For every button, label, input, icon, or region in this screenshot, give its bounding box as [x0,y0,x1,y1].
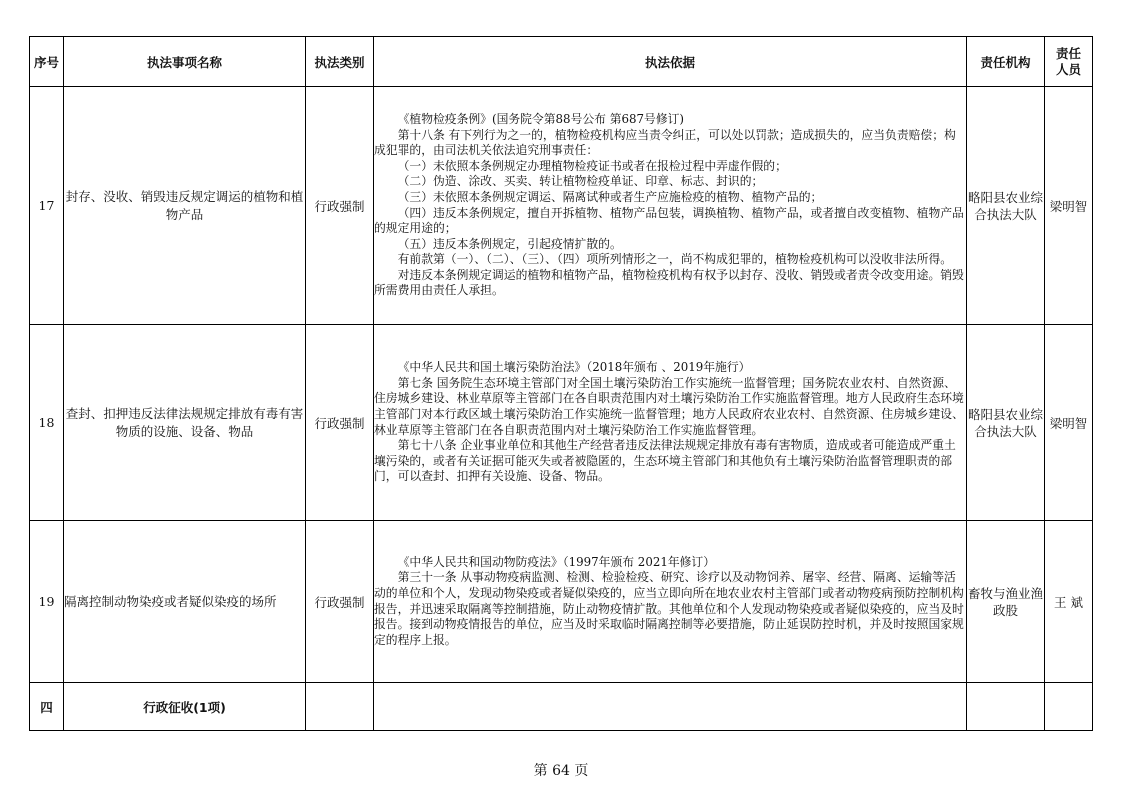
basis-paragraph: 对违反本条例规定调运的植物和植物产品，植物检疫机构有权予以封存、没收、销毁或者责令改变用途。销毁所需费用由责任人承担。 [374,267,964,298]
header-org: 责任机构 [967,37,1045,87]
row-no: 19 [30,521,64,683]
row-no: 18 [30,325,64,521]
row-no: 17 [30,87,64,325]
row-category: 行政强制 [306,87,374,325]
row-person: 梁明智 [1045,325,1093,521]
section-row [30,683,1093,731]
header-category: 执法类别 [306,37,374,87]
table-row [30,521,1093,683]
page-number: 第 64 页 [533,763,589,779]
basis-paragraph: （三）未依照本条例规定调运、隔离试种或者生产应施检疫的植物、植物产品的； [397,189,823,204]
basis-paragraph: 第七条 国务院生态环境主管部门对全国土壤污染防治工作实施统一监督管理；国务院农业农村、自然资源、住房城乡建设、林业草原等主管部门在各自职责范围内对土壤污染防治工作实施监督管理。地方人民政府生态环境主管部门对本行政区域土壤污染防治工作实施统一监督管理；地方人民政府农业农村、自然资源、住房城乡建设、林业草原等主管部门在各自职责范围内对土壤污染防治工作实施监督管理。 [374,375,964,437]
header-basis: 执法依据 [374,37,967,87]
header-person: 责任人员 [1045,37,1093,87]
section-empty-cell [374,683,967,731]
basis-paragraph: 第七十八条 企业事业单位和其他生产经营者违反法律法规规定排放有毒有害物质，造成或者可能造成严重土壤污染的，或者有关证据可能灭失或者被隐匿的，生态环境主管部门和其他负有土壤污染防治监督管理职责的部门，可以查封、扣押有关设施、设备、物品。 [374,438,956,484]
table-row [30,87,1093,325]
row-category: 行政强制 [306,325,374,521]
row-person: 王 斌 [1045,521,1093,683]
row-basis [374,521,967,683]
header-row [30,37,1093,87]
basis-paragraph: 第十八条 有下列行为之一的，植物检疫机构应当责令纠正，可以处以罚款；造成损失的，应当负责赔偿；构成犯罪的，由司法机关依法追究刑事责任： [374,127,956,158]
row-org: 略阳县农业综合执法大队 [967,87,1045,325]
row-org: 略阳县农业综合执法大队 [967,325,1045,521]
basis-paragraph: （四）违反本条例规定，擅自开拆植物、植物产品包装，调换植物、植物产品，或者擅自改变植物、植物产品的规定用途的； [374,205,964,236]
basis-paragraph: 《中华人民共和国动物防疫法》（1997年颁布 2021年修订） [397,554,716,569]
row-basis [374,87,967,325]
row-category: 行政强制 [306,521,374,683]
section-empty-cell [967,683,1045,731]
section-empty-cell [1045,683,1093,731]
row-name: 封存、没收、销毁违反规定调运的植物和植物产品 [64,87,306,325]
basis-paragraph: （二）伪造、涂改、买卖、转让植物检疫单证、印章、标志、封识的； [397,174,764,189]
basis-paragraph: 第三十一条 从事动物疫病监测、检测、检验检疫、研究、诊疗以及动物饲养、屠宰、经营、隔离、运输等活动的单位和个人，发现动物染疫或者疑似染疫的，应当立即向所在地农业农村主管部门或者动物疫病预防控制机构报告，并迅速采取隔离等控制措施，防止动物疫情扩散。其他单位和个人发现动物染疫或者疑似染疫的，应当及时报告。接到动物疫情报告的单位，应当及时采取临时隔离控制等必要措施，防止延误防控时机，并及时按照国家规定的程序上报。 [374,570,964,647]
basis-paragraph: （五）违反本条例规定，引起疫情扩散的。 [397,236,622,251]
section-no: 四 [30,683,64,731]
basis-paragraph: 有前款第（一）、（二）、（三）、（四）项所列情形之一，尚不构成犯罪的，植物检疫机构可以没收非法所得。 [397,252,953,267]
row-name: 隔离控制动物染疫或者疑似染疫的场所 [64,521,306,683]
basis-paragraph: 《植物检疫条例》(国务院令第88号公布 第687号修订) [397,111,685,126]
header-name: 执法事项名称 [64,37,306,87]
row-person: 梁明智 [1045,87,1093,325]
section-name: 行政征收(1项) [64,683,306,731]
enforcement-table [29,36,1093,731]
table-row [30,325,1093,521]
basis-paragraph: （一）未依照本条例规定办理植物检疫证书或者在报检过程中弄虚作假的； [397,158,787,173]
row-basis [374,325,967,521]
row-name: 查封、扣押违反法律法规规定排放有毒有害物质的设施、设备、物品 [64,325,306,521]
section-empty-cell [306,683,374,731]
row-org: 畜牧与渔业渔政股 [967,521,1045,683]
basis-paragraph: 《中华人民共和国土壤污染防治法》（2018年颁布 、2019年施行） [397,360,751,375]
header-no: 序号 [30,37,64,87]
